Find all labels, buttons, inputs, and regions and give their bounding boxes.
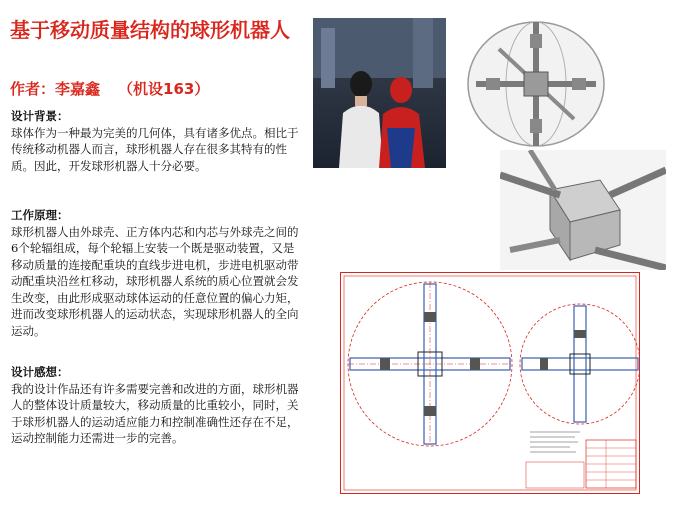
section-reflections <box>11 364 303 447</box>
section-background <box>11 108 303 174</box>
section-heading: 设计感想： <box>11 365 69 379</box>
author-photo <box>313 18 446 168</box>
section-working-principle <box>11 207 303 339</box>
section-heading: 工作原理： <box>11 208 69 222</box>
author-name: 作者：李嘉鑫 <box>10 80 101 98</box>
page-title: 基于移动质量结构的球形机器人 <box>10 18 290 42</box>
sphere-render-image <box>454 14 620 154</box>
section-body: 球体作为一种最为完美的几何体，具有诸多优点。相比于传统移动机器人而言，球形机器人存在很多其特有的性质。因此，开发球形机器人十分必要。 <box>11 125 299 173</box>
section-heading: 设计背景： <box>11 109 69 123</box>
section-body: 我的设计作品还有许多需要完善和改进的方面，球形机器人的整体设计质量较大，移动质量的比重较小，同时，关于球形机器人的运动适应能力和控制准确性还存在不足，运动控制能力还需进一步的完善。 <box>11 381 299 445</box>
engineering-drawing-image <box>340 272 640 494</box>
author-class: （机设163） <box>118 80 210 98</box>
core-detail-render-image <box>500 150 666 270</box>
author-line <box>10 78 209 99</box>
section-body: 球形机器人由外球壳、正方体内芯和内芯与外球壳之间的6个轮辐组成，每个轮辐上安装一个既是驱动装置，又是移动质量的连接配重块的直线步进电机，步进电机驱动带动配重块沿丝杠移动，球形机器人系统的质心位置就会发生改变，由此形成驱动球体运动的任意位置的偏心力矩，进而改变球形机器人的运动状态，实现球形机器人的全向运动。 <box>11 224 299 338</box>
